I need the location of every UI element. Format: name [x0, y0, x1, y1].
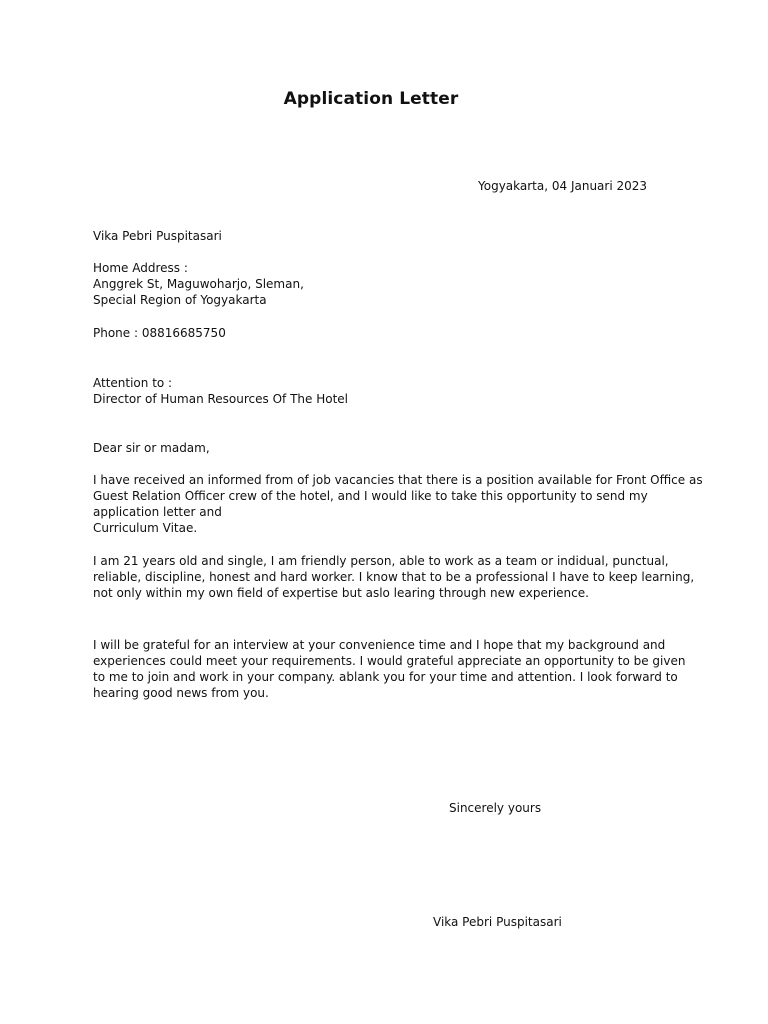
- paragraph-line: experiences could meet your requirements. I would grateful appreciate an opportunity to be given: [93, 654, 686, 668]
- paragraph-2: [93, 553, 694, 601]
- paragraph-3: [93, 637, 685, 701]
- paragraph-line: I am 21 years old and single, I am friendly person, able to work as a team or indidual, punctual,: [93, 554, 669, 568]
- paragraph-line: to me to join and work in your company. ablank you for your time and attention. I look forward to: [93, 670, 678, 684]
- attention-block: [93, 375, 348, 407]
- salutation: Dear sir or madam,: [93, 441, 210, 455]
- paragraph-line: I have received an informed from of job vacancies that there is a position available for Front Office as: [93, 473, 703, 487]
- letter-date: Yogyakarta, 04 Januari 2023: [478, 179, 648, 193]
- address-line-1: Anggrek St, Maguwoharjo, Sleman,: [93, 277, 304, 291]
- paragraph-line: hearing good news from you.: [93, 686, 269, 700]
- paragraph-1: [93, 472, 703, 536]
- phone-number: Phone : 08816685750: [93, 326, 226, 340]
- home-address-block: [93, 260, 304, 308]
- paragraph-line: Curriculum Vitae.: [93, 521, 198, 535]
- attention-label: Attention to :: [93, 376, 173, 390]
- paragraph-line: not only within my own field of expertise but aslo learing through new experience.: [93, 586, 589, 600]
- address-label: Home Address :: [93, 261, 188, 275]
- paragraph-line: application letter and: [93, 505, 222, 519]
- closing: Sincerely yours: [449, 801, 542, 815]
- attention-recipient: Director of Human Resources Of The Hotel: [93, 392, 348, 406]
- address-line-2: Special Region of Yogyakarta: [93, 293, 267, 307]
- letter-title: Application Letter: [283, 89, 459, 109]
- paragraph-line: I will be grateful for an interview at your convenience time and I hope that my background and: [93, 638, 666, 652]
- signature-name: Vika Pebri Puspitasari: [433, 915, 562, 929]
- sender-name: Vika Pebri Puspitasari: [93, 229, 222, 243]
- paragraph-line: reliable, discipline, honest and hard worker. I know that to be a professional I have to keep learning,: [93, 570, 695, 584]
- paragraph-line: Guest Relation Officer crew of the hotel, and I would like to take this opportunity to send my: [93, 489, 648, 503]
